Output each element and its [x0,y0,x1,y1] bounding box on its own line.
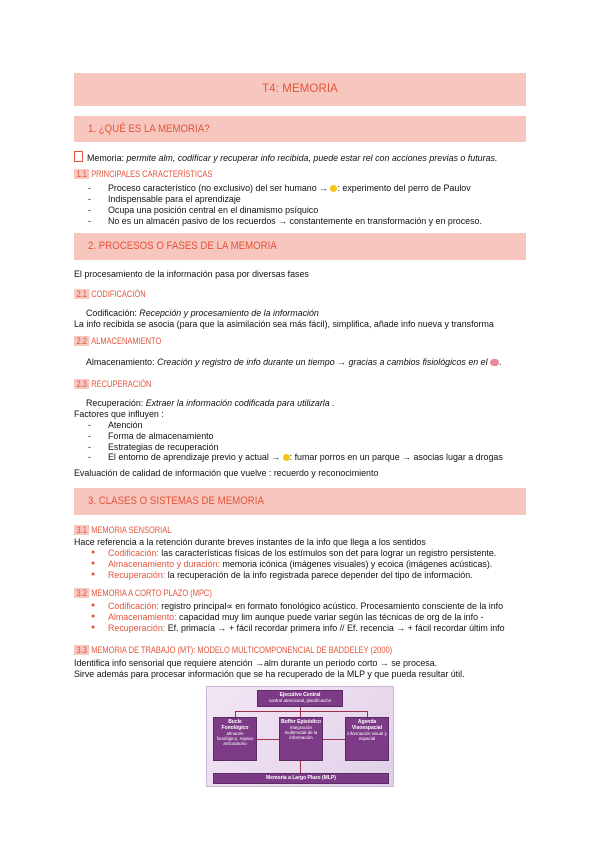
list-item: ● Almacenamiento y duración: memoria icónica (imágenes visuales) y ecoica (imágenes acústicas). [108,559,492,569]
connector [367,711,368,717]
processing-intro: El procesamiento de la información pasa por diversas fases [74,269,309,279]
list-item: - Estrategias de recuperación [108,442,219,452]
subsection-3-2: 3.2 MEMORIA A CORTO PLAZO (MPC) [74,588,212,598]
list-item: ● Codificación: las características físicas de los estímulos son det para lograr un registro persistente. [108,548,496,558]
baddeley-model-diagram [206,686,394,787]
brain-icon [490,359,499,366]
subsection-3-1: 3.1 MEMORIA SENSORIAL [74,525,171,535]
page-title: T4: MEMORIA [262,83,338,95]
evaluation-text: Evaluación de calidad de información que vuelve : recuerdo y reconocimiento [74,468,379,478]
working-memory-line-1: Identifica info sensorial que requiere atención →alm durante un periodo corto → se procesa. [74,658,438,668]
memory-definition: Memoria: permite alm, codificar y recuperar info recibida, puede estar rel con acciones previas o futuras. [74,151,497,163]
connector [300,707,301,717]
subsection-2-3: 2.3 RECUPERACIÓN [74,379,151,389]
coding-text: La info recibida se asocia (para que la asimilación sea más fácil), simplifica, añade info nueva y transforma [74,319,494,329]
working-memory-line-2: Sirve además para procesar información que se ha recuperado de la MLP y que pueda resultar útil. [74,669,465,679]
visuospatial-sketchpad-box: Agenda Visoespacial información visual y espacial [345,717,389,761]
list-item: ● Recuperación: Ef. primacía → + fácil recordar primera info // Ef. recencia → + fácil recordar últim info [108,623,505,633]
lightbulb-icon [283,454,290,461]
list-item: ● Almacenamiento: capacidad muy lim aunque puede variar según las técnicas de org de la info - [108,612,483,622]
retrieval-definition: Recuperación: Extraer la información codificada para utilizarla . [86,398,335,408]
connector [235,711,367,712]
list-item: - Forma de almacenamiento [108,431,214,441]
sensory-intro: Hace referencia a la retención durante breves instantes de la info que llega a los sentidos [74,537,426,547]
subsection-1-1: 1.1 PRINCIPALES CARACTERÍSTICAS [74,169,212,179]
central-executive-box: Ejecutivo Central control atencional, planificación [257,690,343,707]
phonological-loop-box: Bucle Fonológico almacén fonológico, repaso articulatorio [213,717,257,761]
list-item: - No es un almacén pasivo de los recuerdos → constantemente en transformación y en proceso. [108,216,482,226]
long-term-memory-box: Memoria a Largo Plazo (MLP) [213,773,389,784]
list-item: ● Codificación: registro principal∝ en formato fonológico acústico. Procesamiento consciente de la info [108,601,503,612]
factors-heading: Factores que influyen : [74,409,164,419]
subsection-3-3: 3.3 MEMORIA DE TRABAJO (MT): MODELO MULTICOMPONENCIAL DE BADDELEY (2000) [74,645,392,655]
connector [235,711,236,717]
subsection-2-1: 2.1 CODIFICACIÓN [74,289,146,299]
list-item: - El entorno de aprendizaje previo y actual → : fumar porros en un parque → asocias lugar a drogas [108,452,503,462]
section-2-band [74,233,526,260]
section-3-title: 3. CLASES O SISTEMAS DE MEMORIA [88,495,264,507]
title-band [74,73,526,106]
storage-definition: Almacenamiento: Creación y registro de info durante un tiempo → gracias a cambios fisiológicos en el . [86,357,502,367]
connector [300,761,301,773]
list-item: ● Recuperación: la recuperación de la info registrada parece depender del tipo de información. [108,570,473,580]
list-item: - Ocupa una posición central en el dinamismo psíquico [108,205,318,215]
list-item: - Atención [108,420,143,430]
section-1-title: 1. ¿QUÉ ES LA MEMORIA? [88,123,210,135]
connector [323,739,345,740]
coding-definition: Codificación: Recepción y procesamiento de la información [86,308,319,318]
section-3-band [74,488,526,515]
episodic-buffer-box: Buffer Episódico integración multimodal de la información [279,717,323,761]
subsection-2-2: 2.2 ALMACENAMIENTO [74,336,161,346]
connector [257,739,279,740]
section-2-title: 2. PROCESOS O FASES DE LA MEMORIA [88,240,277,252]
list-item: - Indispensable para el aprendizaje [108,194,241,204]
note-icon [74,151,83,162]
section-1-band [74,116,526,142]
list-item: - Proceso característico (no exclusivo) del ser humano → : experimento del perro de Paulov [108,183,471,193]
